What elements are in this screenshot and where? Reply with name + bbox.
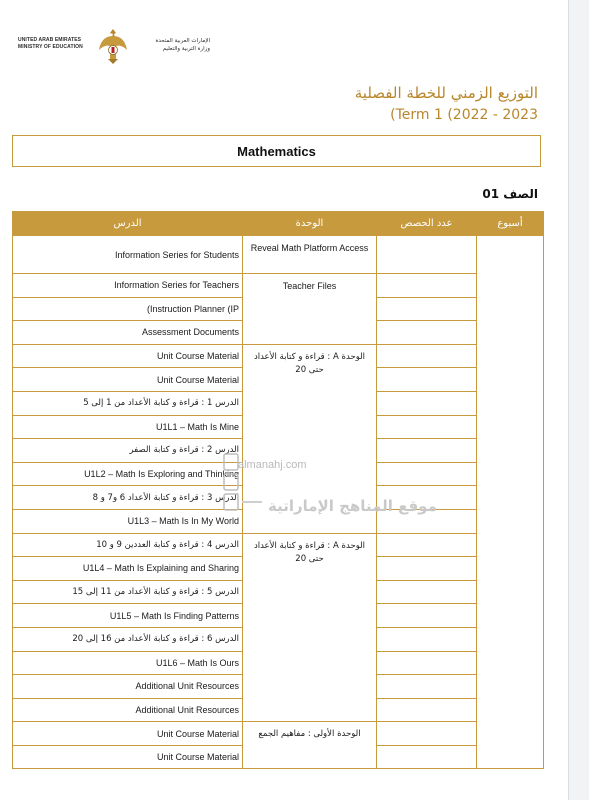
lesson-cell: Unit Course Material [13, 344, 243, 368]
periods-cell [377, 462, 477, 486]
lesson-cell: الدرس 4 : قراءة و كتابة العددين 9 و 10 [13, 533, 243, 557]
unit-cell: Reveal Math Platform Access [243, 236, 377, 274]
periods-cell [377, 391, 477, 415]
periods-cell [377, 274, 477, 298]
lesson-cell: (Instruction Planner (IP [13, 297, 243, 321]
periods-cell [377, 236, 477, 274]
lesson-cell: الدرس 5 : قراءة و كتابة الأعداد من 11 إلى 15 [13, 580, 243, 604]
lesson-cell: U1L5 – Math Is Finding Patterns [13, 604, 243, 628]
periods-cell [377, 722, 477, 746]
lesson-cell: Information Series for Teachers [13, 274, 243, 298]
periods-cell [377, 675, 477, 699]
periods-cell [377, 415, 477, 439]
week-cell [477, 236, 544, 769]
lesson-cell: U1L6 – Math Is Ours [13, 651, 243, 675]
subject-title: Mathematics [237, 143, 316, 159]
unit-cell: Teacher Files [243, 274, 377, 345]
lesson-cell: الدرس 2 : قراءة و كتابة الصفر [13, 439, 243, 463]
table-row [13, 722, 544, 746]
subject-box [12, 135, 541, 167]
col-header-periods: عدد الحصص [377, 212, 477, 236]
lesson-cell: Additional Unit Resources [13, 675, 243, 699]
lesson-cell: Information Series for Students [13, 236, 243, 274]
ministry-line-1: UNITED ARAB EMIRATES [18, 37, 82, 43]
periods-cell [377, 651, 477, 675]
unit-cell: الوحدة A : قراءة و كتابة الأعداد حتى 20 [243, 533, 377, 722]
ministry-name-ar [130, 37, 210, 53]
lesson-cell: Unit Course Material [13, 722, 243, 746]
lesson-cell: الدرس 6 : قراءة و كتابة الأعداد من 16 إلى 20 [13, 627, 243, 651]
lesson-cell: U1L4 – Math Is Explaining and Sharing [13, 557, 243, 581]
periods-cell [377, 321, 477, 345]
table-row [13, 236, 544, 274]
periods-cell [377, 698, 477, 722]
lesson-cell: U1L1 – Math Is Mine [13, 415, 243, 439]
periods-cell [377, 580, 477, 604]
ministry-ar-line-2: وزارة التربية والتعليم [162, 46, 210, 52]
ministry-line-2: MINISTRY OF EDUCATION [18, 44, 83, 50]
table-row [13, 533, 544, 557]
periods-cell [377, 604, 477, 628]
periods-cell [377, 627, 477, 651]
periods-cell [377, 533, 477, 557]
periods-cell [377, 297, 477, 321]
periods-cell [377, 439, 477, 463]
grade-label: الصف 01 [482, 187, 538, 201]
schedule-table [12, 211, 544, 769]
lesson-cell: Assessment Documents [13, 321, 243, 345]
lesson-cell: Additional Unit Resources [13, 698, 243, 722]
lesson-cell: U1L3 – Math Is In My World [13, 509, 243, 533]
col-header-lesson: الدرس [13, 212, 243, 236]
ministry-name-en [18, 37, 108, 51]
uae-falcon-emblem-icon [97, 26, 129, 66]
ministry-ar-line-1: الإمارات العربية المتحدة [155, 38, 210, 44]
watermark-ar: موقع المناهج الإماراتية [268, 497, 437, 515]
plan-title: التوزيع الزمني للخطة الفصلية [354, 84, 538, 102]
lesson-cell: Unit Course Material [13, 745, 243, 769]
term-label: (Term 1 (2022 - 2023 [390, 107, 538, 123]
viewer-scroll-gutter[interactable] [568, 0, 589, 800]
unit-cell: الوحدة A : قراءة و كتابة الأعداد حتى 20 [243, 344, 377, 533]
unit-cell: الوحدة الأولى : مفاهيم الجمع [243, 722, 377, 769]
header-row [13, 212, 544, 236]
col-header-unit: الوحدة [243, 212, 377, 236]
table-row [13, 274, 544, 298]
lesson-cell: الدرس 3 : قراءة و كتابة الأعداد 6 و7 و 8 [13, 486, 243, 510]
lesson-cell: Unit Course Material [13, 368, 243, 392]
lesson-cell: U1L2 – Math Is Exploring and Thinking [13, 462, 243, 486]
periods-cell [377, 557, 477, 581]
periods-cell [377, 344, 477, 368]
periods-cell [377, 745, 477, 769]
lesson-cell: الدرس 1 : قراءة و كتابة الأعداد من 1 إلى 5 [13, 391, 243, 415]
col-header-week: أسبوع [477, 212, 544, 236]
periods-cell [377, 368, 477, 392]
watermark-url: almanahj.com [238, 459, 307, 471]
table-row [13, 344, 544, 368]
